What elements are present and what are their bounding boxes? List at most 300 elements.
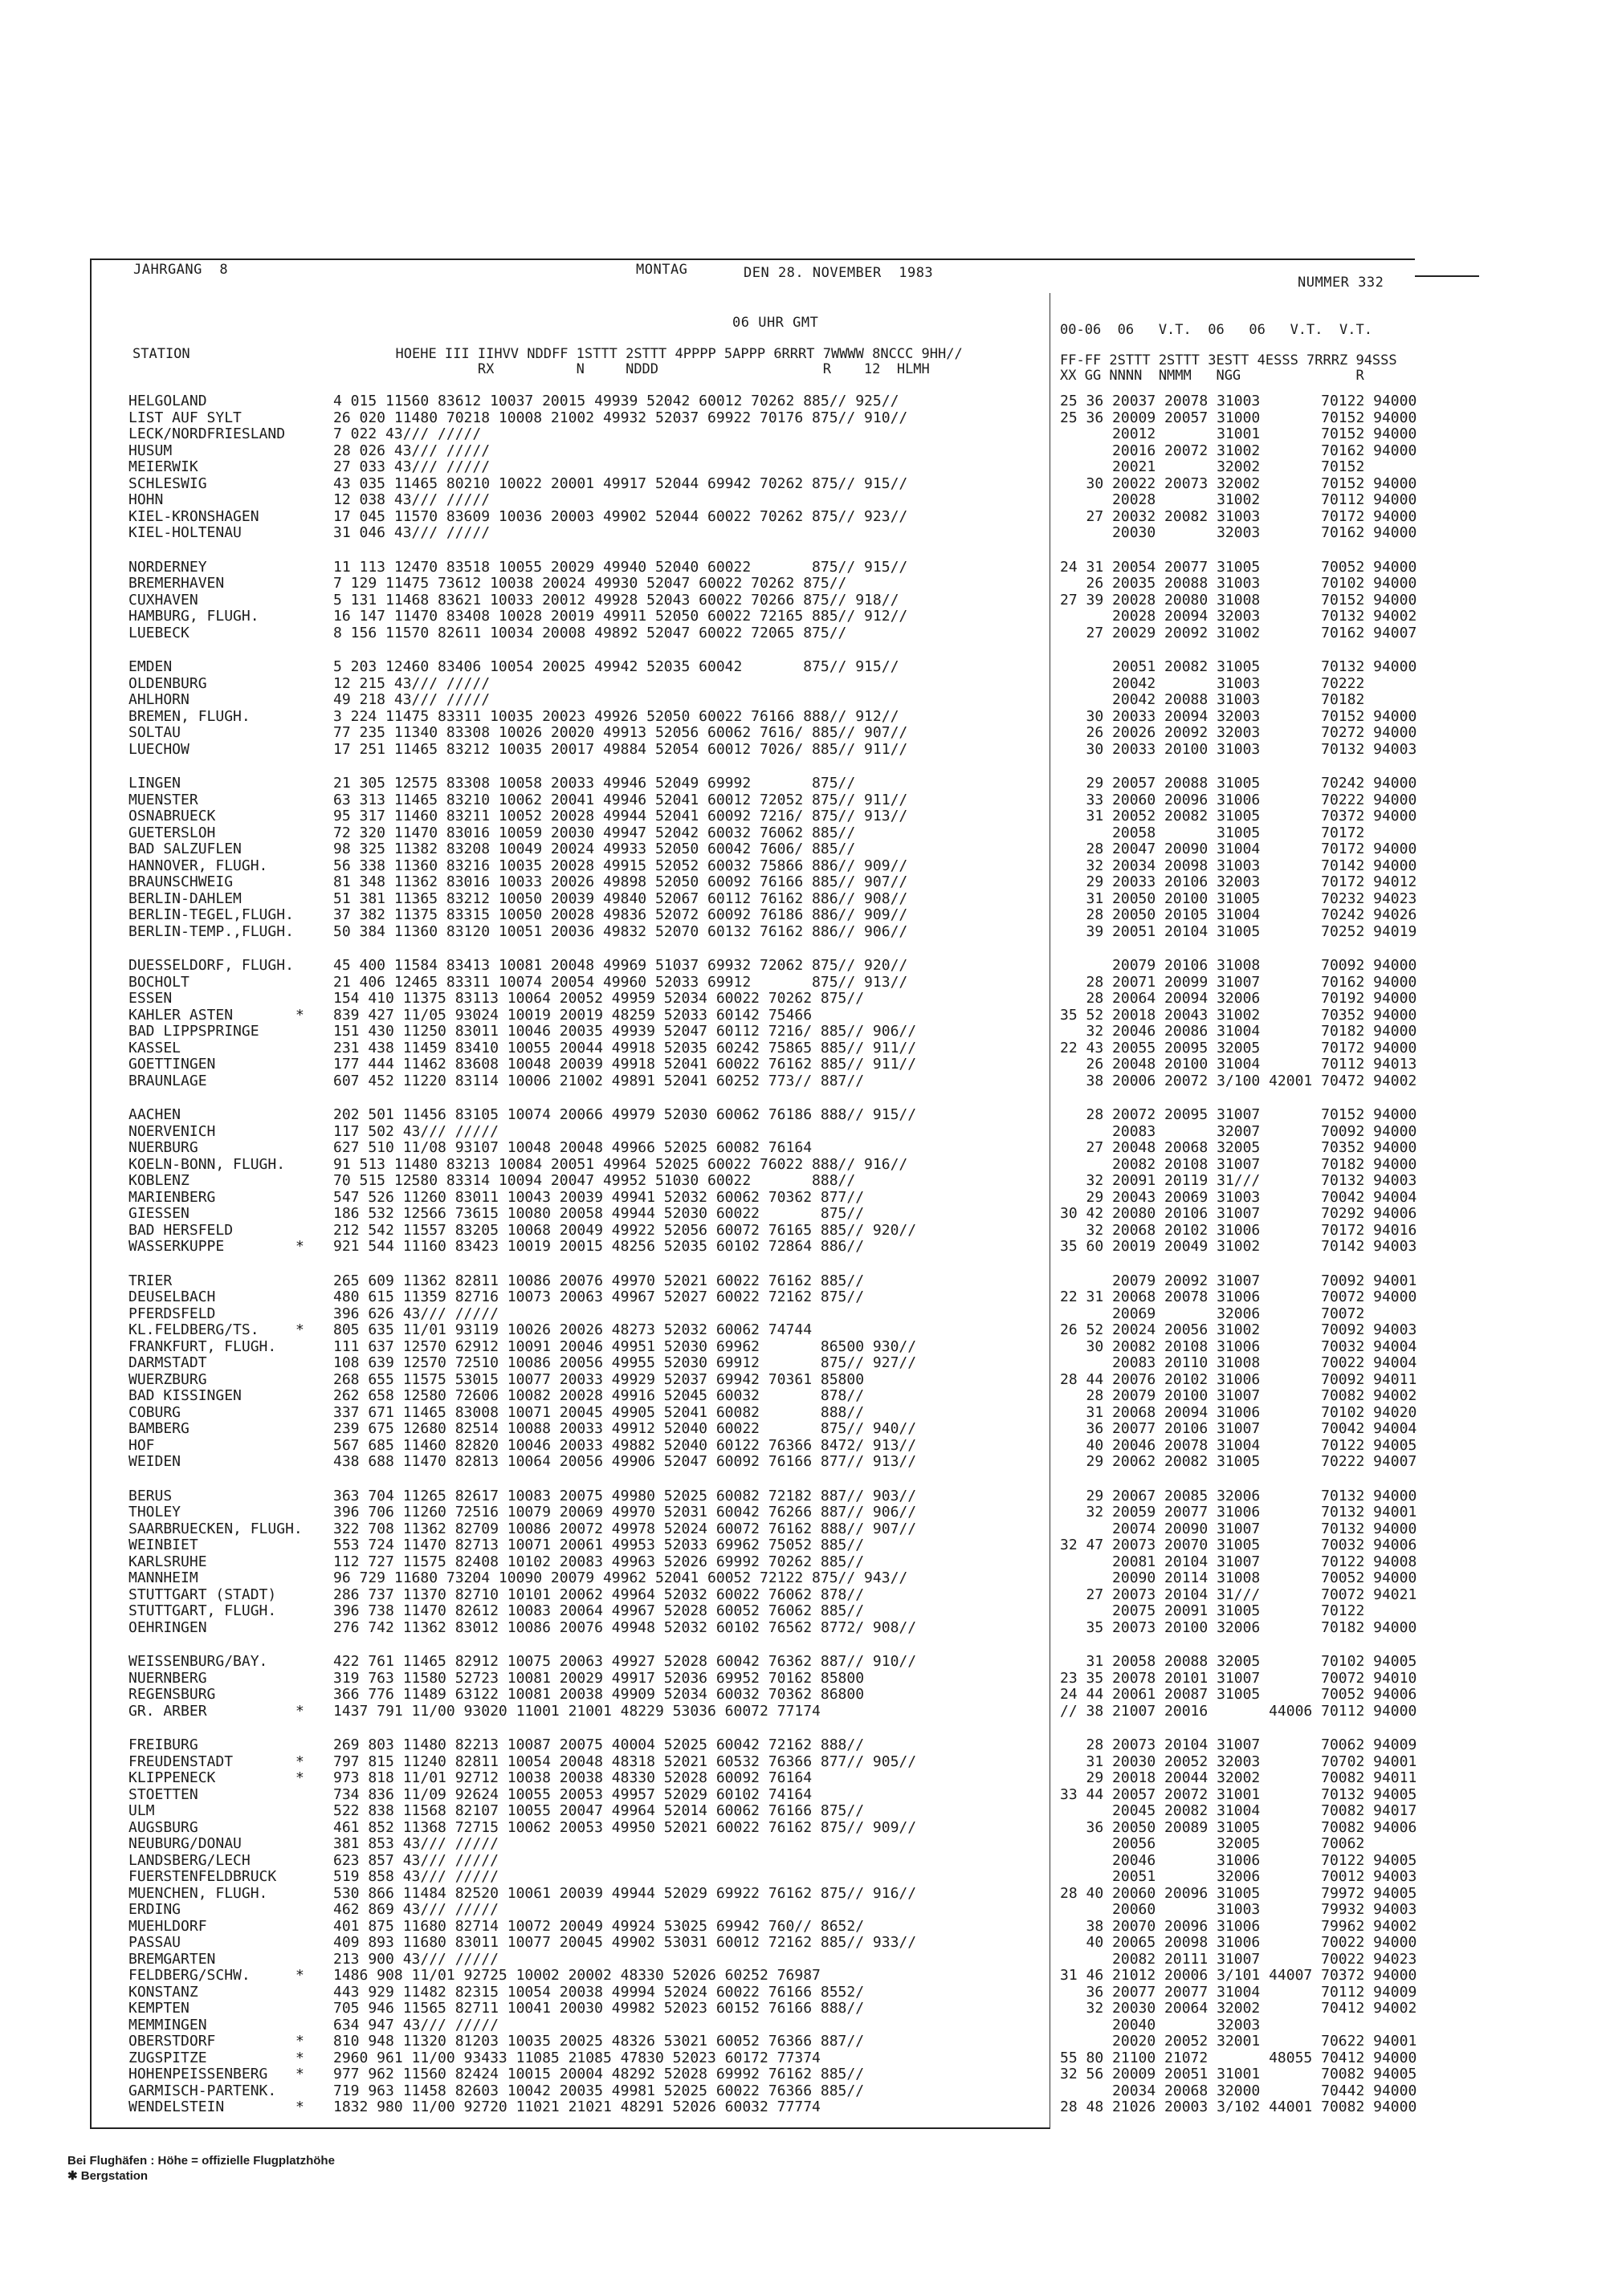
left-data: 319 763 11580 52723 10081 20029 49917 52036 69952 70162 85800 <box>333 1669 865 1687</box>
station-name: PFERDSFELD <box>128 1305 216 1322</box>
table-row <box>128 975 1469 991</box>
table-row <box>128 1306 1469 1322</box>
right-data: 27 20048 20068 32005 70352 94000 <box>1060 1139 1417 1156</box>
table-row <box>128 1206 1469 1222</box>
station-name: KIEL-KRONSHAGEN <box>128 507 259 525</box>
left-data: 2960 961 11/00 93433 11085 21085 47830 52023 60172 77374 <box>333 2049 821 2066</box>
station-name: LUECHOW <box>128 740 190 758</box>
left-data: 547 526 11260 83011 10043 20039 49941 52032 60062 70362 877// <box>333 1188 865 1206</box>
table-row <box>128 443 1469 459</box>
left-data: 265 609 11362 82811 10086 20076 49970 52021 60022 76162 885// <box>333 1272 865 1289</box>
right-data: 30 42 20080 20106 31007 70292 94006 <box>1060 1205 1417 1222</box>
station-name: PASSAU <box>128 1934 181 1951</box>
left-data: 8 156 11570 82611 10034 20008 49892 52047 60022 72065 875// <box>333 624 847 641</box>
station-name: SCHLESWIG <box>128 474 207 492</box>
frame-bottom-rule <box>90 2127 1050 2129</box>
right-data: 20016 20072 31002 70162 94000 <box>1060 442 1417 459</box>
left-data: 31 046 43/// ///// <box>333 524 491 541</box>
right-column-header-1: FF-FF 2STTT 2STTT 3ESTT 4ESSS 7RRRZ 94SSS <box>1060 352 1397 368</box>
table-row <box>128 825 1469 841</box>
left-data: 202 501 11456 83105 10074 20066 49979 52030 60062 76186 888// 915// <box>333 1106 917 1123</box>
table-row <box>128 1985 1469 2001</box>
right-data: 32 20068 20102 31006 70172 94016 <box>1060 1221 1417 1239</box>
station-name: KL.FELDBERG/TS. <box>128 1321 259 1338</box>
right-data: 29 20067 20085 32006 70132 94000 <box>1060 1487 1417 1504</box>
right-data: 20028 31002 70112 94000 <box>1060 491 1417 508</box>
right-data: 27 39 20028 20080 31008 70152 94000 <box>1060 591 1417 609</box>
table-row <box>128 1190 1469 1206</box>
left-data: 553 724 11470 82713 10071 20061 49953 52033 69962 75052 885// <box>333 1537 865 1553</box>
table-row <box>128 1504 1469 1520</box>
station-name: BAMBERG <box>128 1420 190 1437</box>
left-data: 45 400 11584 83413 10081 20048 49969 51037 69932 72062 875// 920// <box>333 957 908 974</box>
left-data: 409 893 11680 83011 10077 20045 49902 53031 60012 72162 885// 933// <box>333 1934 917 1951</box>
table-row <box>128 1770 1469 1786</box>
station-name: STUTTGART (STADT) <box>128 1586 277 1603</box>
station-name: EMDEN <box>128 658 173 675</box>
left-data: 797 815 11240 82811 10054 20048 48318 52021 60532 76366 877// 905// <box>333 1753 917 1770</box>
left-data: 154 410 11375 83113 10064 20052 49959 52034 60022 70262 875// <box>333 990 865 1007</box>
table-row <box>128 2033 1469 2050</box>
table-row <box>128 991 1469 1007</box>
right-data: 20075 20091 31005 70122 <box>1060 1602 1365 1619</box>
station-name: NEUBURG/DONAU <box>128 1835 242 1852</box>
table-row <box>128 560 1469 576</box>
table-row <box>128 1919 1469 1935</box>
left-data: 461 852 11368 72715 10062 20053 49950 52021 60022 76162 875// 909// <box>333 1818 917 1836</box>
left-data: 96 729 11680 73204 10090 20079 49962 52041 60052 72122 875// 943// <box>333 1569 908 1586</box>
station-name: NUERNBERG <box>128 1669 207 1687</box>
left-data: 422 761 11465 82912 10075 20063 49927 52028 60042 76362 887// 910// <box>333 1653 917 1670</box>
table-row <box>128 841 1469 857</box>
right-data: 23 35 20078 20101 31007 70072 94010 <box>1060 1669 1417 1687</box>
station-name: GARMISCH-PARTENK. <box>128 2082 277 2099</box>
table-row <box>128 1273 1469 1289</box>
right-data: 30 20033 20100 31003 70132 94003 <box>1060 740 1417 758</box>
station-name: AHLHORN <box>128 691 190 708</box>
table-row <box>128 891 1469 907</box>
right-data: 29 20062 20082 31005 70222 94007 <box>1060 1453 1417 1470</box>
right-data: 31 20030 20052 32003 70702 94001 <box>1060 1753 1417 1770</box>
table-row <box>128 1836 1469 1852</box>
left-data: 262 658 12580 72606 10082 20028 49916 52045 60032 878// <box>333 1387 865 1404</box>
mountain-marker: * <box>296 1006 304 1024</box>
right-data: 22 31 20068 20078 31006 70072 94000 <box>1060 1288 1417 1305</box>
table-row <box>128 692 1469 708</box>
table-row <box>128 1322 1469 1338</box>
station-name: GOETTINGEN <box>128 1056 216 1073</box>
left-data: 43 035 11465 80210 10022 20001 49917 52044 69942 70262 875// 915// <box>333 474 908 492</box>
left-data: 63 313 11465 83210 10062 20041 49946 52041 60012 72052 875// 911// <box>333 791 908 808</box>
left-data: 634 947 43/// ///// <box>333 2016 499 2033</box>
left-data: 805 635 11/01 93119 10026 20026 48273 52032 60062 74744 <box>333 1321 813 1338</box>
right-data: 36 20050 20089 31005 70082 94006 <box>1060 1818 1417 1836</box>
left-data: 268 655 11575 53015 10077 20033 49929 52037 69942 70361 85800 <box>333 1370 865 1388</box>
station-name: BAD LIPPSPRINGE <box>128 1023 259 1040</box>
table-row <box>128 874 1469 890</box>
right-data: 20042 20088 31003 70182 <box>1060 691 1365 708</box>
table-row <box>128 1671 1469 1687</box>
table-row <box>128 2001 1469 2017</box>
left-data: 719 963 11458 82603 10042 20035 49981 52025 60022 76366 885// <box>333 2082 865 2099</box>
table-row <box>128 625 1469 641</box>
table-row <box>128 1372 1469 1388</box>
station-name: MEIERWIK <box>128 458 198 475</box>
station-name: STUTTGART, FLUGH. <box>128 1602 277 1619</box>
station-name: AACHEN <box>128 1106 181 1123</box>
station-name: FREUDENSTADT <box>128 1753 234 1770</box>
right-data: 26 20026 20092 32003 70272 94000 <box>1060 724 1417 741</box>
right-data: 32 47 20073 20070 31005 70032 94006 <box>1060 1537 1417 1553</box>
right-data: 28 40 20060 20096 31005 79972 94005 <box>1060 1884 1417 1902</box>
frame-left-rule <box>90 259 92 2129</box>
right-data: 32 20091 20119 31/// 70132 94003 <box>1060 1172 1417 1189</box>
left-data: 269 803 11480 82213 10087 20075 40004 52025 60042 72162 888// <box>333 1736 865 1753</box>
left-data: 396 706 11260 72516 10079 20069 49970 52031 60042 76266 887// 906// <box>333 1504 917 1520</box>
table-row <box>128 742 1469 758</box>
station-name: BAD HERSFELD <box>128 1221 234 1239</box>
table-row <box>128 1620 1469 1636</box>
station-name: OBERSTDORF <box>128 2033 216 2050</box>
right-data: 28 48 21026 20003 3/102 44001 70082 94000 <box>1060 2099 1417 2115</box>
right-data: 28 20064 20094 32006 70192 94000 <box>1060 990 1417 1007</box>
mountain-marker: * <box>296 1238 304 1255</box>
station-name: NOERVENICH <box>128 1122 216 1140</box>
left-data: 522 838 11568 82107 10055 20047 49964 52014 60062 76166 875// <box>333 1802 865 1819</box>
station-name: OSNABRUECK <box>128 808 216 824</box>
left-data: 5 203 12460 83406 10054 20025 49942 52035 60042 875// 915// <box>333 658 899 675</box>
station-name: WUERZBURG <box>128 1370 207 1388</box>
table-row <box>128 1157 1469 1173</box>
right-data: 20083 32007 70092 94000 <box>1060 1122 1417 1140</box>
station-name: KEMPTEN <box>128 2000 190 2017</box>
table-row <box>128 476 1469 492</box>
mountain-marker: * <box>296 2066 304 2082</box>
left-data: 213 900 43/// ///// <box>333 1950 499 1968</box>
left-data: 462 869 43/// ///// <box>333 1901 499 1918</box>
right-data: 36 20077 20077 31004 70112 94009 <box>1060 1983 1417 2001</box>
right-data: 28 20079 20100 31007 70082 94002 <box>1060 1387 1417 1404</box>
right-data: 28 20050 20105 31004 70242 94026 <box>1060 906 1417 923</box>
station-name: BOCHOLT <box>128 973 190 991</box>
left-data: 21 305 12575 83308 10058 20033 49946 52049 69992 875// <box>333 775 856 792</box>
table-row <box>128 576 1469 592</box>
table-row <box>128 1488 1469 1504</box>
station-name: MARIENBERG <box>128 1188 216 1206</box>
table-row <box>128 958 1469 974</box>
station-name: WEINBIET <box>128 1537 198 1553</box>
right-data: 20083 20110 31008 70022 94004 <box>1060 1354 1417 1371</box>
station-name: HOHN <box>128 491 164 508</box>
left-data: 112 727 11575 82408 10102 20083 49963 52026 69992 70262 885// <box>333 1553 865 1570</box>
left-data: 705 946 11565 82711 10041 20030 49982 52023 60152 76166 888// <box>333 2000 865 2017</box>
table-row <box>128 1388 1469 1404</box>
right-data: 31 46 21012 20006 3/101 44007 70372 94000 <box>1060 1967 1417 1984</box>
right-data: 20042 31003 70222 <box>1060 674 1365 692</box>
station-name: FRANKFURT, FLUGH. <box>128 1337 277 1355</box>
left-data: 627 510 11/08 93107 10048 20048 49966 52025 60082 76164 <box>333 1139 813 1156</box>
table-row <box>128 1008 1469 1024</box>
left-data: 81 348 11362 83016 10033 20026 49898 52050 60092 76166 885// 907// <box>333 873 908 890</box>
station-name: CUXHAVEN <box>128 591 198 609</box>
right-data: 27 20073 20104 31/// 70072 94021 <box>1060 1586 1417 1603</box>
left-column-header-1: STATION HOEHE III IIHVV NDDFF 1STTT 2STTT 4PPPP 5APPP 6RRRT 7WWWW 8NCCC 9HH// <box>132 346 963 362</box>
right-data: 40 20046 20078 31004 70122 94005 <box>1060 1436 1417 1454</box>
right-data: 32 56 20009 20051 31001 70082 94005 <box>1060 2066 1417 2082</box>
table-row <box>128 1687 1469 1703</box>
station-name: BRAUNSCHWEIG <box>128 873 234 890</box>
table-row <box>128 1223 1469 1239</box>
table-row <box>128 792 1469 808</box>
station-name: WEIDEN <box>128 1453 181 1470</box>
left-data: 212 542 11557 83205 10068 20049 49922 52056 60072 76165 885// 920// <box>333 1221 917 1239</box>
right-data: 20040 32003 <box>1060 2016 1261 2033</box>
right-data: 35 52 20018 20043 31002 70352 94000 <box>1060 1006 1417 1024</box>
table-row <box>128 1438 1469 1454</box>
station-name: WENDELSTEIN <box>128 2099 225 2115</box>
table-row <box>128 1140 1469 1156</box>
table-row <box>128 1421 1469 1437</box>
station-name: ESSEN <box>128 990 173 1007</box>
station-name: MUENSTER <box>128 791 198 808</box>
station-name: HANNOVER, FLUGH. <box>128 857 268 874</box>
station-name: BERUS <box>128 1487 173 1504</box>
station-name: BRAUNLAGE <box>128 1072 207 1089</box>
left-data: 108 639 12570 72510 10086 20056 49955 52030 69912 875// 927// <box>333 1354 917 1371</box>
right-data: 20051 20082 31005 70132 94000 <box>1060 658 1417 675</box>
table-row <box>128 1289 1469 1305</box>
mountain-marker: * <box>296 2099 304 2115</box>
left-data: 519 858 43/// ///// <box>333 1868 499 1885</box>
left-data: 7 129 11475 73612 10038 20024 49930 52047 60022 70262 875// <box>333 575 847 592</box>
station-name: KIEL-HOLTENAU <box>128 524 242 541</box>
right-data: 32 20046 20086 31004 70182 94000 <box>1060 1023 1417 1040</box>
table-row <box>128 592 1469 609</box>
table-row <box>128 1737 1469 1753</box>
station-name: AUGSBURG <box>128 1818 198 1836</box>
left-data: 91 513 11480 83213 10084 20051 49964 52025 60022 76022 888// 916// <box>333 1155 908 1173</box>
right-data: 27 20032 20082 31003 70172 94000 <box>1060 507 1417 525</box>
right-data: 28 44 20076 20102 31006 70092 94011 <box>1060 1370 1417 1388</box>
table-row <box>128 2083 1469 2099</box>
left-column-header-2: RX N NDDD R 12 HLMH <box>132 361 930 377</box>
right-data: 26 20035 20088 31003 70102 94000 <box>1060 575 1417 592</box>
station-name: HOHENPEISSENBERG <box>128 2066 268 2082</box>
table-row <box>128 676 1469 692</box>
left-data: 28 026 43/// ///// <box>333 442 491 459</box>
left-data: 5 131 11468 83621 10033 20012 49928 52043 60022 70266 875// 918// <box>333 591 899 609</box>
left-data: 607 452 11220 83114 10006 21002 49891 52041 60252 773// 887// <box>333 1072 865 1089</box>
left-data: 49 218 43/// ///// <box>333 691 491 708</box>
table-row <box>128 1239 1469 1255</box>
left-data: 530 866 11484 82520 10061 20039 49944 52029 69922 76162 875// 916// <box>333 1884 917 1902</box>
station-name: BERLIN-TEMP.,FLUGH. <box>128 922 294 940</box>
jahrgang-label: JAHRGANG 8 <box>133 262 229 278</box>
left-data: 839 427 11/05 93024 10019 20019 48259 52033 60142 75466 <box>333 1006 813 1024</box>
station-name: STOETTEN <box>128 1785 198 1803</box>
table-row <box>128 1935 1469 1951</box>
station-name: MUENCHEN, FLUGH. <box>128 1884 268 1902</box>
right-data: 20082 20108 31007 70182 94000 <box>1060 1155 1417 1173</box>
station-name: MUEHLDORF <box>128 1917 207 1935</box>
mountain-marker: * <box>296 1967 304 1984</box>
left-data: 438 688 11470 82813 10064 20056 49906 52047 60092 76166 877// 913// <box>333 1453 917 1470</box>
table-row <box>128 1173 1469 1189</box>
left-data: 26 020 11480 70218 10008 21002 49932 52037 69922 70176 875// 910// <box>333 409 908 426</box>
left-data: 72 320 11470 83016 10059 20030 49947 52042 60032 76062 885// <box>333 824 856 841</box>
right-data: 25 36 20037 20078 31003 70122 94000 <box>1060 393 1417 409</box>
station-name: GIESSEN <box>128 1205 190 1222</box>
station-name: ERDING <box>128 1901 181 1918</box>
left-data: 921 544 11160 83423 10019 20015 48256 52035 60102 72864 886// <box>333 1238 865 1255</box>
right-data: 20021 32002 70152 <box>1060 458 1365 475</box>
right-data: 20034 20068 32000 70442 94000 <box>1060 2082 1417 2099</box>
right-data: 20058 31005 70172 <box>1060 824 1365 841</box>
right-data: 33 44 20057 20072 31001 70132 94005 <box>1060 1785 1417 1803</box>
table-row <box>128 393 1469 409</box>
right-data: 20012 31001 70152 94000 <box>1060 425 1417 442</box>
table-row <box>128 1073 1469 1089</box>
station-name: REGENSBURG <box>128 1686 216 1703</box>
station-name: LECK/NORDFRIESLAND <box>128 425 286 442</box>
right-data: 38 20006 20072 3/100 42001 70472 94002 <box>1060 1072 1417 1089</box>
station-name: MEMMINGEN <box>128 2016 207 2033</box>
left-data: 396 626 43/// ///// <box>333 1305 499 1322</box>
right-data: 30 20022 20073 32002 70152 94000 <box>1060 474 1417 492</box>
table-row <box>128 1554 1469 1570</box>
table-row <box>128 426 1469 442</box>
left-data: 95 317 11460 83211 10052 20028 49944 52041 60092 7216/ 875// 913// <box>333 808 908 824</box>
right-data: 20079 20092 31007 70092 94001 <box>1060 1272 1417 1289</box>
table-row <box>128 1968 1469 1984</box>
mountain-marker: * <box>296 2049 304 2066</box>
left-data: 186 532 12566 73615 10080 20058 49944 52030 60022 875// <box>333 1205 865 1222</box>
right-data: 26 20048 20100 31004 70112 94013 <box>1060 1056 1417 1073</box>
station-name: HOF <box>128 1436 155 1454</box>
table-row <box>128 1587 1469 1603</box>
right-data: 20081 20104 31007 70122 94008 <box>1060 1553 1417 1570</box>
left-data: 276 742 11362 83012 10086 20076 49948 52032 60102 76562 8772/ 908// <box>333 1618 917 1636</box>
table-row <box>128 808 1469 824</box>
left-data: 396 738 11470 82612 10083 20064 49967 52028 60052 76062 885// <box>333 1602 865 1619</box>
table-row <box>128 1820 1469 1836</box>
left-data: 381 853 43/// ///// <box>333 1835 499 1852</box>
left-data: 363 704 11265 82617 10083 20075 49980 52025 60082 72182 887// 903// <box>333 1487 917 1504</box>
table-row <box>128 2066 1469 2082</box>
left-data: 623 857 43/// ///// <box>333 1851 499 1869</box>
right-data: 27 20029 20092 31002 70162 94007 <box>1060 624 1417 641</box>
left-data: 12 038 43/// ///// <box>333 491 491 508</box>
table-row <box>128 725 1469 741</box>
table-row <box>128 1603 1469 1619</box>
station-name: LIST AUF SYLT <box>128 409 242 426</box>
right-data: 20069 32006 70072 <box>1060 1305 1365 1322</box>
station-name: OEHRINGEN <box>128 1618 207 1636</box>
station-name: HELGOLAND <box>128 393 207 409</box>
table-row <box>128 858 1469 874</box>
station-name: GUETERSLOH <box>128 824 216 841</box>
station-name: KARLSRUHE <box>128 1553 207 1570</box>
left-data: 98 325 11382 83208 10049 20024 49933 52050 60042 7606/ 885// <box>333 841 856 857</box>
right-data: 20051 32006 70012 94003 <box>1060 1868 1417 1885</box>
left-data: 567 685 11460 82820 10046 20033 49882 52040 60122 76366 8472/ 913// <box>333 1436 917 1454</box>
right-data: 40 20065 20098 31006 70022 94000 <box>1060 1934 1417 1951</box>
table-row <box>128 1869 1469 1885</box>
right-data: 33 20060 20096 31006 70222 94000 <box>1060 791 1417 808</box>
table-row <box>128 1754 1469 1770</box>
station-name: KLIPPENECK <box>128 1769 216 1786</box>
station-name: FUERSTENFELDBRUCK <box>128 1868 277 1885</box>
right-data: 24 44 20061 20087 31005 70052 94006 <box>1060 1686 1417 1703</box>
left-data: 286 737 11370 82710 10101 20062 49964 52032 60022 76062 878// <box>333 1586 865 1603</box>
station-name: MANNHEIM <box>128 1569 198 1586</box>
left-data: 4 015 11560 83612 10037 20015 49939 52042 60012 70262 885// 925// <box>333 393 899 409</box>
table-row <box>128 1537 1469 1553</box>
day-label: MONTAG <box>636 262 688 278</box>
station-name: WEISSENBURG/BAY. <box>128 1653 268 1670</box>
station-name: BREMERHAVEN <box>128 575 225 592</box>
table-row <box>128 1902 1469 1918</box>
right-data: 31 20058 20088 32005 70102 94005 <box>1060 1653 1417 1670</box>
station-name: THOLEY <box>128 1504 181 1520</box>
table-row <box>128 609 1469 625</box>
table-row <box>128 1952 1469 1968</box>
table-row <box>128 2099 1469 2115</box>
left-data: 973 818 11/01 92712 10038 20038 48330 52028 60092 76164 <box>333 1769 813 1786</box>
station-name: ZUGSPITZE <box>128 2049 207 2066</box>
station-name: BAD KISSINGEN <box>128 1387 242 1404</box>
right-data: 20060 31003 79932 94003 <box>1060 1901 1417 1918</box>
station-name: OLDENBURG <box>128 674 207 692</box>
left-data: 322 708 11362 82709 10086 20072 49978 52024 60072 76162 888// 907// <box>333 1520 917 1537</box>
right-data: 28 20071 20099 31007 70162 94000 <box>1060 973 1417 991</box>
right-data: 32 20034 20098 31003 70142 94000 <box>1060 857 1417 874</box>
left-data: 1437 791 11/00 93020 11001 21001 48229 53036 60072 77174 <box>333 1702 821 1720</box>
left-data: 16 147 11470 83408 10028 20019 49911 52050 60022 72165 885// 912// <box>333 608 908 625</box>
table-row <box>128 1056 1469 1073</box>
right-data: 31 20052 20082 31005 70372 94000 <box>1060 808 1417 824</box>
right-data: 20030 32003 70162 94000 <box>1060 524 1417 541</box>
left-data: 810 948 11320 81203 10035 20025 48326 53021 60052 76366 887// <box>333 2033 865 2050</box>
left-data: 117 502 43/// ///// <box>333 1122 499 1140</box>
right-data: 35 60 20019 20049 31002 70142 94003 <box>1060 1238 1417 1255</box>
left-data: 337 671 11465 83008 10071 20045 49905 52041 60082 888// <box>333 1403 865 1421</box>
right-data: 26 52 20024 20056 31002 70092 94003 <box>1060 1321 1417 1338</box>
table-row <box>128 2017 1469 2033</box>
left-data: 17 045 11570 83609 10036 20003 49902 52044 60022 70262 875// 923// <box>333 507 908 525</box>
left-data: 77 235 11340 83308 10026 20020 49913 52056 60062 7616/ 885// 907// <box>333 724 908 741</box>
table-row <box>128 509 1469 525</box>
table-row <box>128 1040 1469 1056</box>
table-row <box>128 1570 1469 1586</box>
table-row <box>128 1654 1469 1670</box>
left-data: 401 875 11680 82714 10072 20049 49924 53025 69942 760// 8652/ <box>333 1917 865 1935</box>
table-row <box>128 2050 1469 2066</box>
station-name: FELDBERG/SCHW. <box>128 1967 251 1984</box>
station-name: DUESSELDORF, FLUGH. <box>128 957 294 974</box>
left-data: 17 251 11465 83212 10035 20017 49884 52054 60012 7026/ 885// 911// <box>333 740 908 758</box>
right-data: 29 20018 20044 32002 70082 94011 <box>1060 1769 1417 1786</box>
right-data: // 38 21007 20016 44006 70112 94000 <box>1060 1702 1417 1720</box>
right-data: 31 20050 20100 31005 70232 94023 <box>1060 889 1417 907</box>
right-data: 20056 32005 70062 <box>1060 1835 1365 1852</box>
right-data: 28 20072 20095 31007 70152 94000 <box>1060 1106 1417 1123</box>
left-data: 977 962 11560 82424 10015 20004 48292 52028 69992 76162 885// <box>333 2066 865 2082</box>
left-data: 56 338 11360 83216 10035 20028 49915 52052 60032 75866 886// 909// <box>333 857 908 874</box>
mountain-marker: * <box>296 1753 304 1770</box>
right-data: 30 20033 20094 32003 70152 94000 <box>1060 707 1417 725</box>
left-data: 366 776 11489 63122 10081 20038 49909 52034 60032 70362 86800 <box>333 1686 865 1703</box>
